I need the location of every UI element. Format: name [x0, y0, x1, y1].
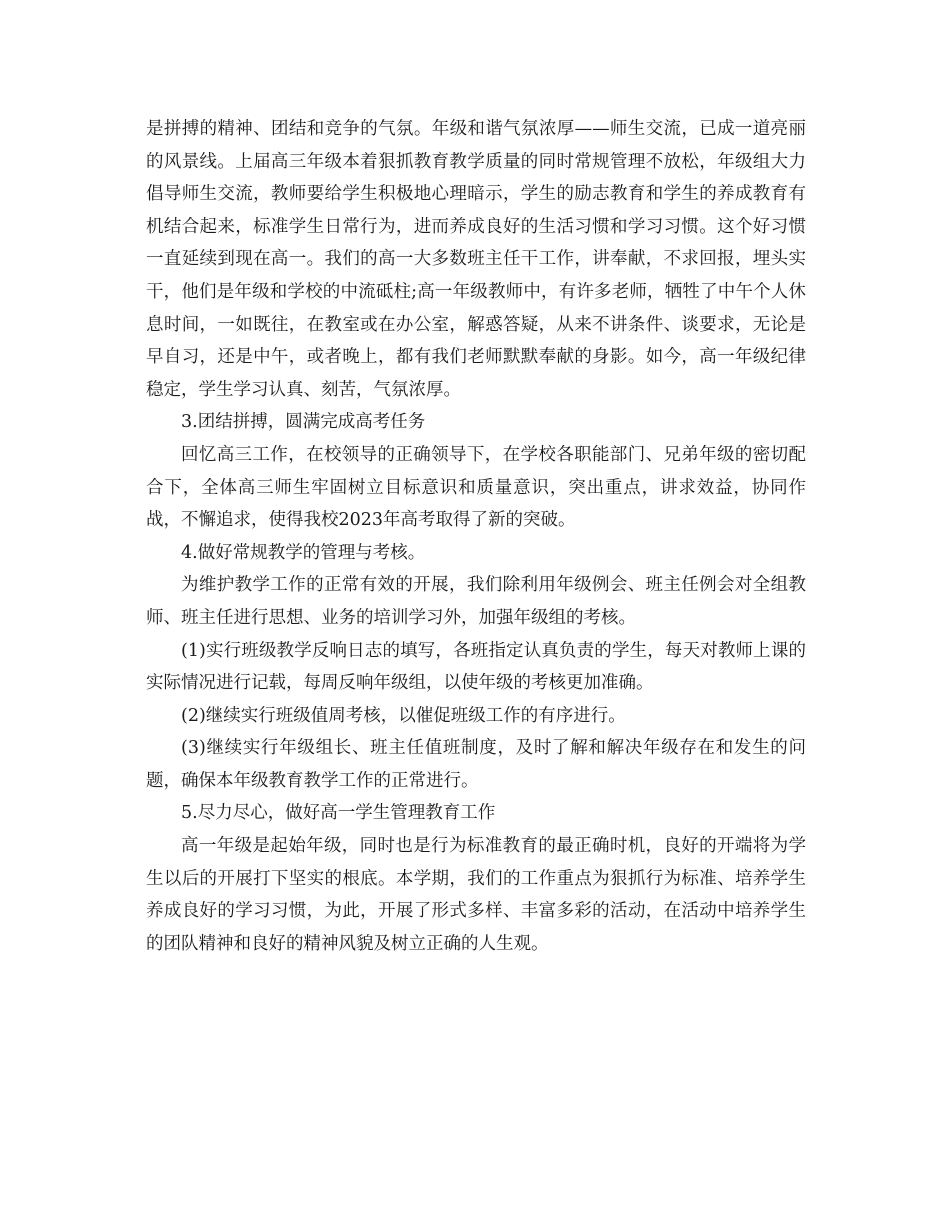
paragraph-gaokao-review: 回忆高三工作，在校领导的正确领导下，在学校各职能部门、兄弟年级的密切配合下，全体高三师生牢固树立目标意识和质量意识，突出重点，讲求效益，协同作战，不懈追求，使得我校2023年高考取得了新的突破。	[146, 444, 806, 531]
section-heading-5: 5.尽力尽心，做好高一学生管理教育工作	[181, 803, 496, 824]
paragraph-assessment-intro: 为维护教学工作的正常有效的开展，我们除利用年级例会、班主任例会对全组教师、班主任进行思想、业务的培训学习外，加强年级组的考核。	[146, 575, 806, 628]
section-heading-4: 4.做好常规教学的管理与考核。	[181, 542, 426, 563]
document-page	[146, 113, 806, 960]
paragraph-grade-one-management: 高一年级是起始年级，同时也是行为标准教育的最正确时机，良好的开端将为学生以后的开展打下坚实的根底。本学期，我们的工作重点为狠抓行为标准、培养学生养成良好的学习习惯，为此，开展了形式多样、丰富多彩的活动，在活动中培养学生的团队精神和良好的精神风貌及树立正确的人生观。	[146, 836, 806, 954]
list-item-1: (1)实行班级教学反响日志的填写，各班指定认真负责的学生，每天对教师上课的实际情况进行记载，每周反响年级组，以使年级的考核更加准确。	[146, 640, 806, 694]
paragraph-continuation: 是拼搏的精神、团结和竞争的气氛。年级和谐气氛浓厚——师生交流，已成一道亮丽的风景线。上届高三年级本着狠抓教育教学质量的同时常规管理不放松，年级组大力倡导师生交流，教师要给学生积极地心理暗示，学生的励志教育和学生的养成教育有机结合起来，标准学生日常行为，进而养成良好的生活习惯和学习习惯。这个好习惯一直延续到现在高一。我们的高一大多数班主任干工作，讲奉献，不求回报，埋头实干，他们是年级和学校的中流砥柱;高一年级教师中，有许多老师，牺牲了中午个人休息时间，一如既往，在教室或在办公室，解惑答疑，从来不讲条件、谈要求，无论是早自习，还是中午，或者晚上，都有我们老师默默奉献的身影。如今，高一年级纪律稳定，学生学习认真、刻苦，气氛浓厚。	[146, 119, 806, 400]
list-item-3: (3)继续实行年级组长、班主任值班制度，及时了解和解决年级存在和发生的问题，确保本年级教育教学工作的正常进行。	[146, 738, 806, 791]
list-item-2: (2)继续实行班级值周考核，以催促班级工作的有序进行。	[181, 705, 626, 726]
section-heading-3: 3.团结拼搏，圆满完成高考任务	[181, 412, 426, 433]
